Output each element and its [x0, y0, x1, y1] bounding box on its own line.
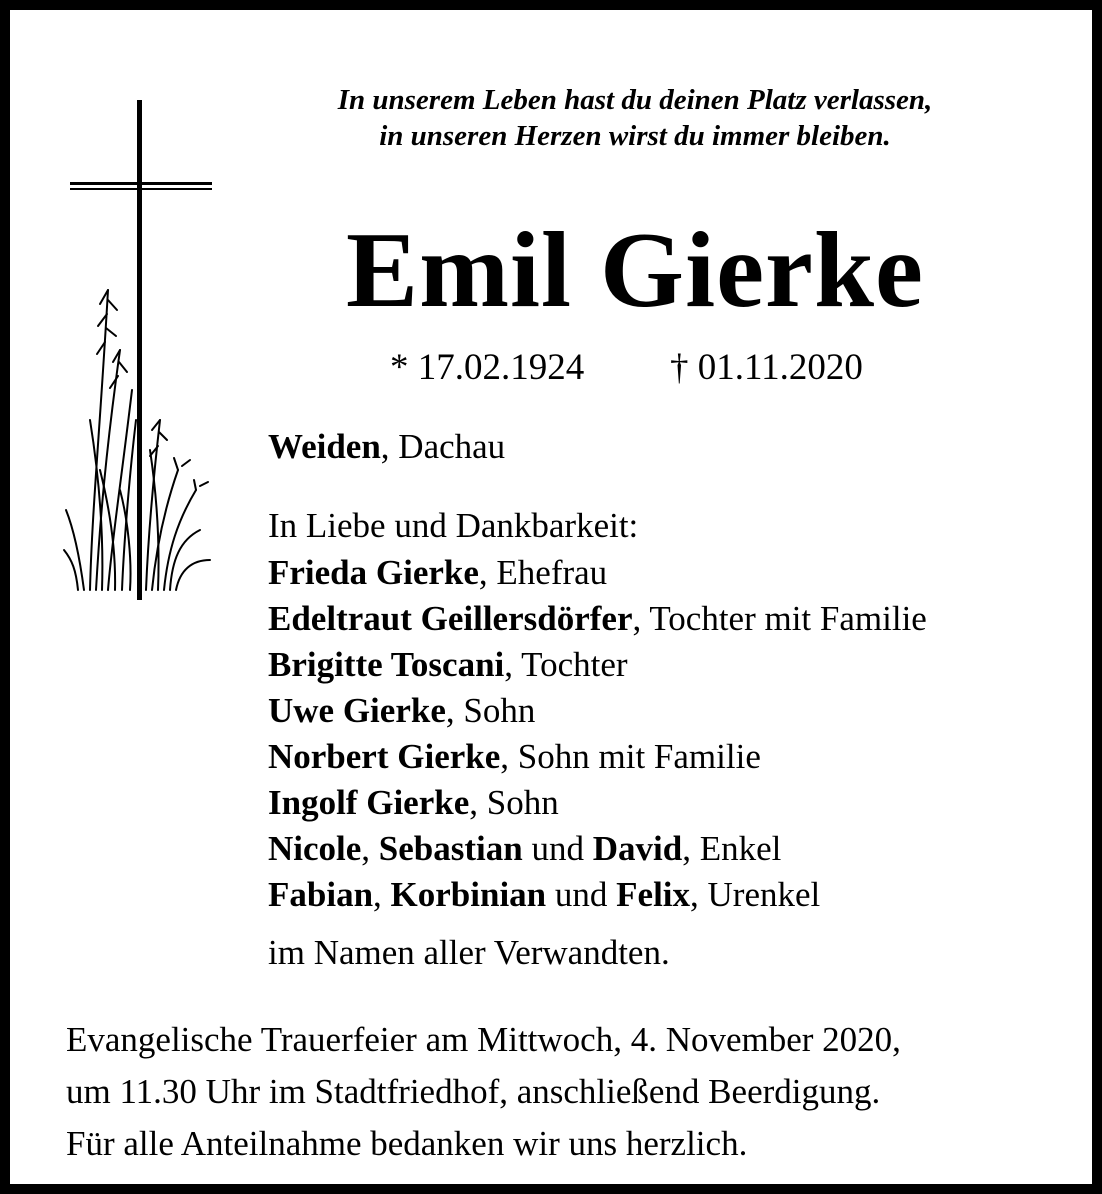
service-line-2: um 11.30 Uhr im Stadtfriedhof, anschließend Beerdigung.	[66, 1072, 881, 1111]
mourner-relation: , Tochter	[504, 645, 628, 684]
grandchild-name: David	[592, 829, 683, 868]
separator: ,	[373, 875, 391, 914]
great-grandchild-name: Felix	[616, 875, 691, 914]
mourner-relation: , Sohn	[445, 691, 536, 730]
mourner-name: Brigitte Toscani	[268, 645, 505, 684]
mourner-name: Edeltraut Geillersdörfer	[268, 599, 633, 638]
grandchildren-line	[268, 826, 927, 872]
separator: ,	[361, 829, 379, 868]
mourner-relation: , Enkel	[682, 829, 782, 868]
mourner-relation: , Sohn mit Familie	[500, 737, 761, 776]
residence-secondary: , Dachau	[380, 427, 506, 466]
mourner-relation: , Sohn	[469, 783, 559, 822]
thanks-line: Für alle Anteilnahme bedanken wir uns herzlich.	[66, 1124, 748, 1163]
list-item	[268, 550, 927, 596]
service-line-1: Evangelische Trauerfeier am Mittwoch, 4. November 2020,	[66, 1020, 901, 1059]
grandchild-name: Sebastian	[378, 829, 523, 868]
list-item	[268, 734, 927, 780]
list-item	[268, 642, 927, 688]
residence-primary: Weiden	[268, 427, 381, 466]
mourner-relation: , Ehefrau	[478, 553, 608, 592]
service-info	[66, 1014, 901, 1170]
grandchild-name: Nicole	[268, 829, 362, 868]
mourner-relation: , Urenkel	[690, 875, 821, 914]
deceased-name: Emil Gierke	[346, 211, 924, 330]
cross-with-grass-icon	[60, 90, 220, 610]
mourners-list	[268, 550, 927, 918]
birth-date: * 17.02.1924	[390, 347, 585, 388]
residence	[268, 424, 505, 470]
mourner-name: Norbert Gierke	[268, 737, 501, 776]
great-grandchild-name: Korbinian	[390, 875, 547, 914]
death-date: † 01.11.2020	[670, 347, 863, 388]
mourner-relation: , Tochter mit Familie	[632, 599, 927, 638]
list-item	[268, 688, 927, 734]
conjunction: und	[522, 829, 593, 868]
mourner-name: Frieda Gierke	[268, 553, 479, 592]
motto-line-2: in unseren Herzen wirst du immer bleiben.	[379, 120, 891, 152]
great-grandchildren-line	[268, 872, 927, 918]
mourners-intro: In Liebe und Dankbarkeit:	[268, 506, 639, 545]
conjunction: und	[546, 875, 617, 914]
mourner-name: Uwe Gierke	[268, 691, 446, 730]
list-item	[268, 596, 927, 642]
great-grandchild-name: Fabian	[268, 875, 374, 914]
mourner-name: Ingolf Gierke	[268, 783, 470, 822]
motto-line-1: In unserem Leben hast du deinen Platz verlassen,	[337, 84, 933, 116]
list-item	[268, 780, 927, 826]
closing-line: im Namen aller Verwandten.	[268, 933, 670, 972]
